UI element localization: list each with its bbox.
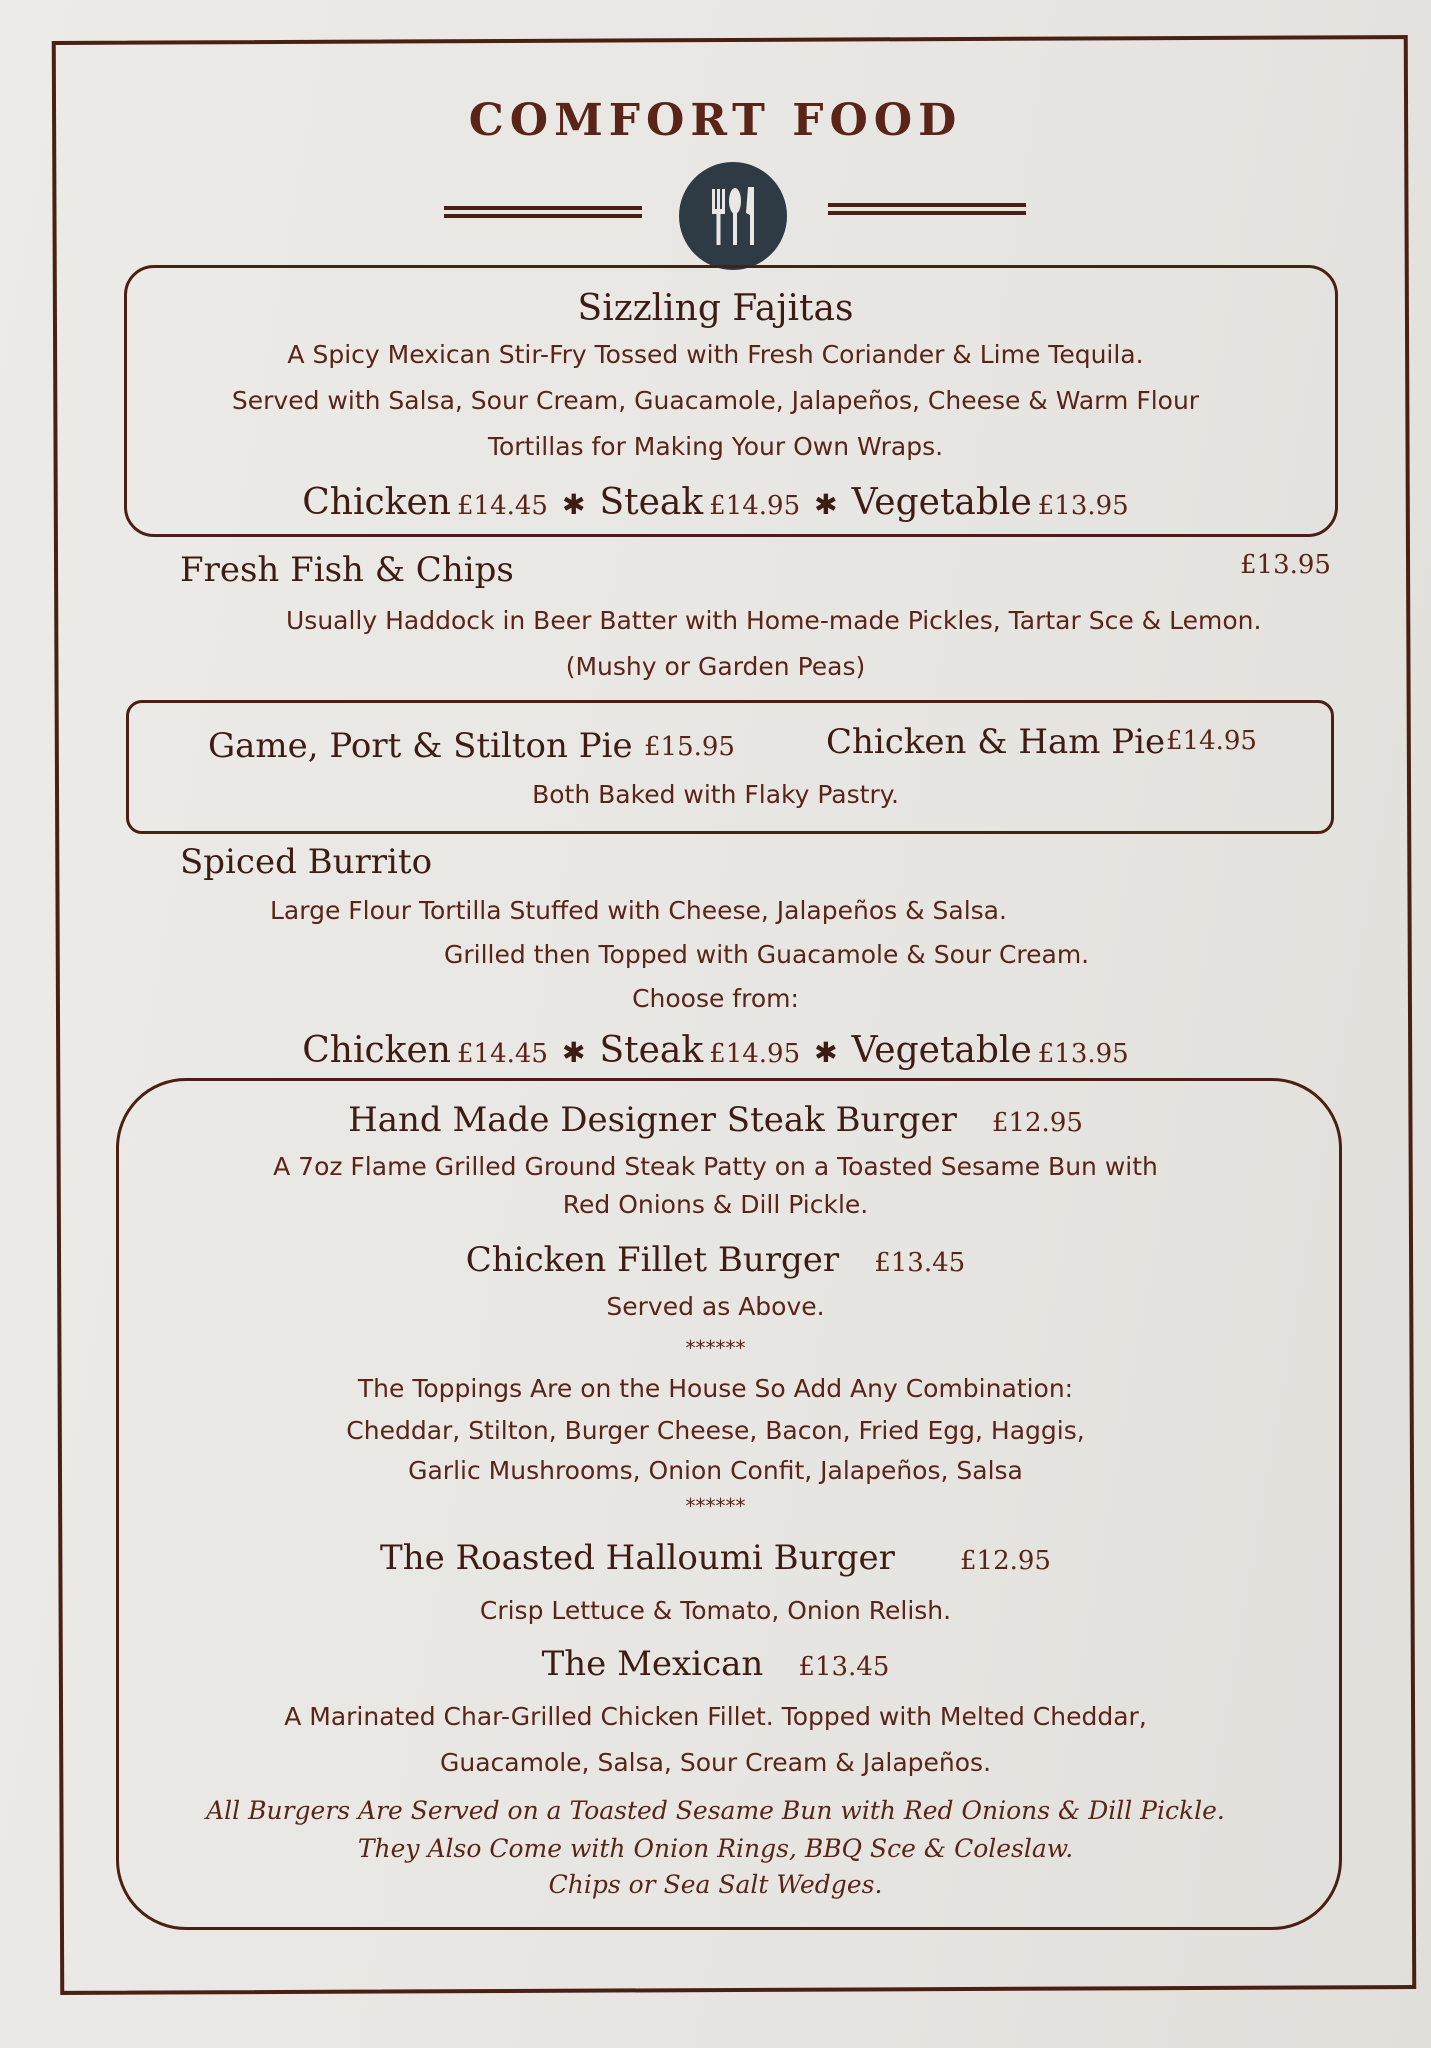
option-price: £13.95 xyxy=(1037,491,1129,521)
fajitas-desc-2: Served with Salsa, Sour Cream, Guacamole, Jalapeños, Cheese & Warm Flour xyxy=(231,386,1200,415)
asterisk-icon: ✱ xyxy=(561,488,586,521)
mexican-burger-desc-1: A Marinated Char-Grilled Chicken Fillet. Topped with Melted Cheddar, xyxy=(284,1702,1147,1731)
option-price: £14.45 xyxy=(456,1039,548,1069)
pies-desc: Both Baked with Flaky Pastry. xyxy=(532,780,899,809)
fish-name: Fresh Fish & Chips xyxy=(180,550,514,590)
toppings-line-1: The Toppings Are on the House So Add Any Combination: xyxy=(357,1374,1074,1403)
stars-divider-top: ****** xyxy=(685,1336,746,1360)
option-price: £13.95 xyxy=(1037,1039,1129,1069)
burrito-desc-2: Grilled then Topped with Guacamole & Sour Cream. xyxy=(444,940,1090,969)
chicken-burger-heading xyxy=(0,1240,1431,1280)
burger-note-2: They Also Come with Onion Rings, BBQ Sce & Coleslaw. xyxy=(357,1834,1074,1863)
toppings-line-2: Cheddar, Stilton, Burger Cheese, Bacon, Fried Egg, Haggis, xyxy=(346,1416,1085,1445)
stars-divider-bottom: ****** xyxy=(685,1494,746,1518)
fajitas-name: Sizzling Fajitas xyxy=(577,288,854,329)
chicken-burger-name: Chicken Fillet Burger xyxy=(465,1240,840,1280)
option-price: £14.45 xyxy=(456,491,548,521)
asterisk-icon: ✱ xyxy=(814,1036,838,1069)
fish-desc-2: (Mushy or Garden Peas) xyxy=(565,652,866,681)
burrito-options xyxy=(0,1030,1431,1071)
fajitas-options xyxy=(0,482,1431,523)
mexican-burger-price: £13.45 xyxy=(798,1652,890,1682)
title-rule-right xyxy=(828,203,1026,215)
option-name: Vegetable xyxy=(851,482,1032,523)
pie1-name: Game, Port & Stilton Pie xyxy=(208,726,633,766)
option-price: £14.95 xyxy=(709,491,801,521)
mexican-burger-name: The Mexican xyxy=(541,1644,764,1684)
halloumi-burger-desc: Crisp Lettuce & Tomato, Onion Relish. xyxy=(479,1596,952,1625)
steak-burger-desc-2: Red Onions & Dill Pickle. xyxy=(562,1190,869,1219)
fajitas-desc-3: Tortillas for Making Your Own Wraps. xyxy=(487,432,944,461)
fajitas-desc-1: A Spicy Mexican Stir-Fry Tossed with Fresh Coriander & Lime Tequila. xyxy=(287,340,1144,369)
fish-price: £13.95 xyxy=(1240,550,1331,580)
burrito-desc-3: Choose from: xyxy=(632,984,799,1013)
cutlery-icon xyxy=(679,162,787,270)
pies-box xyxy=(126,700,1334,834)
option-name: Chicken xyxy=(302,482,451,523)
fish-desc-1: Usually Haddock in Beer Batter with Home-made Pickles, Tartar Sce & Lemon. xyxy=(286,606,1262,635)
burrito-name: Spiced Burrito xyxy=(180,842,433,882)
steak-burger-price: £12.95 xyxy=(991,1108,1083,1138)
title-rule-left xyxy=(444,206,642,218)
chicken-burger-desc: Served as Above. xyxy=(606,1292,825,1321)
option-name: Steak xyxy=(599,1030,704,1071)
steak-burger-heading xyxy=(0,1100,1431,1140)
mexican-burger-heading xyxy=(0,1644,1431,1684)
steak-burger-name: Hand Made Designer Steak Burger xyxy=(348,1100,957,1140)
toppings-line-3: Garlic Mushrooms, Onion Confit, Jalapeños, Salsa xyxy=(408,1456,1023,1485)
option-name: Steak xyxy=(599,482,704,523)
halloumi-burger-price: £12.95 xyxy=(960,1546,1051,1576)
mexican-burger-desc-2: Guacamole, Salsa, Sour Cream & Jalapeños. xyxy=(439,1748,992,1777)
option-name: Chicken xyxy=(302,1030,451,1071)
menu-title: COMFORT FOOD xyxy=(468,95,963,146)
asterisk-icon: ✱ xyxy=(561,1036,586,1069)
chicken-burger-price: £13.45 xyxy=(874,1248,966,1278)
asterisk-icon: ✱ xyxy=(814,488,838,521)
burger-note-3: Chips or Sea Salt Wedges. xyxy=(548,1870,883,1899)
burrito-desc-1: Large Flour Tortilla Stuffed with Cheese, Jalapeños & Salsa. xyxy=(270,896,1007,925)
pie2-price: £14.95 xyxy=(1166,726,1257,756)
halloumi-burger-name: The Roasted Halloumi Burger xyxy=(380,1538,895,1578)
option-price: £14.95 xyxy=(709,1039,801,1069)
pie2-name: Chicken & Ham Pie xyxy=(826,722,1166,762)
steak-burger-desc-1: A 7oz Flame Grilled Ground Steak Patty on a Toasted Sesame Bun with xyxy=(273,1152,1158,1181)
pie1-price: £15.95 xyxy=(644,732,735,762)
halloumi-burger-heading xyxy=(0,1538,1431,1578)
option-name: Vegetable xyxy=(851,1030,1032,1071)
burger-note-1: All Burgers Are Served on a Toasted Sesame Bun with Red Onions & Dill Pickle. xyxy=(206,1796,1225,1825)
